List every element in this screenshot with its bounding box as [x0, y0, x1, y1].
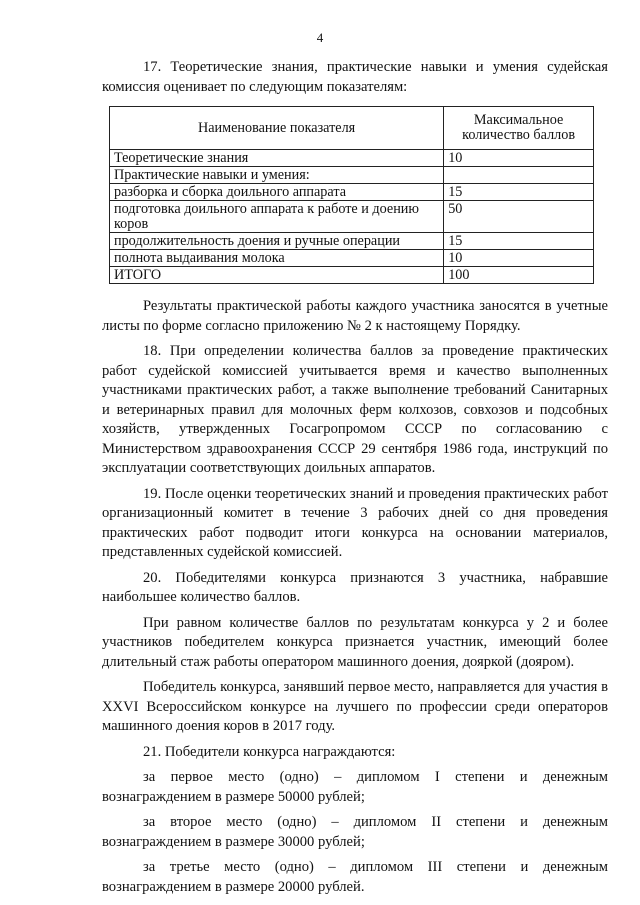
- row-name: подготовка доильного аппарата к работе и доению коров: [110, 201, 444, 233]
- table-row: [110, 184, 594, 201]
- document-body: [102, 58, 608, 897]
- row-value: 15: [444, 233, 594, 250]
- header-indicator-name: Наименование показателя: [110, 107, 444, 150]
- paragraph-results: Результаты практической работы каждого участника заносятся в учетные листы по форме согласно приложению № 2 к настоящему Порядку.: [102, 298, 608, 334]
- row-value: 10: [444, 250, 594, 267]
- row-name: Практические навыки и умения:: [110, 167, 444, 184]
- award-second-place: за второе место (одно) – дипломом II степени и денежным вознаграждением в размере 30000 рублей;: [102, 814, 608, 850]
- paragraph-winner: Победитель конкурса, занявший первое место, направляется для участия в XXVI Всероссийском конкурсе на лучшего по профессии среди операторов машинного доения коров в 2017 году.: [102, 679, 608, 734]
- row-name: продолжительность доения и ручные операции: [110, 233, 444, 250]
- table-row: [110, 233, 594, 250]
- table-row: [110, 167, 594, 184]
- paragraph-17: 17. Теоретические знания, практические навыки и умения судейская комиссия оценивает по следующим показателям:: [102, 59, 608, 95]
- table-row: [110, 267, 594, 284]
- row-name: ИТОГО: [110, 267, 444, 284]
- paragraph-21: 21. Победители конкурса награждаются:: [143, 743, 396, 760]
- paragraph-19: 19. После оценки теоретических знаний и проведения практических работ организационный комитет в течение 3 рабочих дней со дня проведения практических работ подводит итоги конкурса на основании материалов, представленных судейской комиссией.: [102, 485, 608, 560]
- row-value: 10: [444, 150, 594, 167]
- table-row: [110, 150, 594, 167]
- row-value: 15: [444, 184, 594, 201]
- row-name: Теоретические знания: [110, 150, 444, 167]
- row-value: [444, 167, 594, 184]
- paragraph-18: 18. При определении количества баллов за проведение практических работ судейской комиссией учитывается время и качество выполненных участниками практических работ, а также выполнение требований Санитарных и ветеринарных правил для молочных ферм колхозов, совхозов и подсобных хозяйств, утвержденных Госагропромом СССР по согласованию с Министерством здравоохранения СССР 29 сентября 1986 года, инструкций по эксплуатации соответствующих доильных аппаратов.: [102, 343, 608, 476]
- header-max-line1: Максимальное: [473, 112, 564, 128]
- header-max-line2: количество баллов: [462, 127, 576, 143]
- row-name: полнота выдаивания молока: [110, 250, 444, 267]
- header-max-points: [444, 107, 594, 150]
- row-value: 50: [444, 201, 594, 233]
- paragraph-equal-points: При равном количестве баллов по результатам конкурса у 2 и более участников победителем конкурса признается участник, имеющий более длительный стаж работы оператором машинного доения, дояркой (дояром).: [102, 614, 608, 670]
- row-name: разборка и сборка доильного аппарата: [110, 184, 444, 201]
- award-third-place: за третье место (одно) – дипломом III степени и денежным вознаграждением в размере 20000 рублей.: [102, 859, 608, 895]
- row-value: 100: [444, 267, 594, 284]
- table-header-row: [110, 107, 594, 150]
- scoring-table: [109, 106, 594, 284]
- page-number: 4: [316, 30, 324, 45]
- paragraph-20: 20. Победителями конкурса признаются 3 участника, набравшие наибольшее количество баллов.: [102, 569, 608, 605]
- table-row: [110, 201, 594, 233]
- table-row: [110, 250, 594, 267]
- award-first-place: за первое место (одно) – дипломом I степени и денежным вознаграждением в размере 50000 рублей;: [102, 769, 608, 805]
